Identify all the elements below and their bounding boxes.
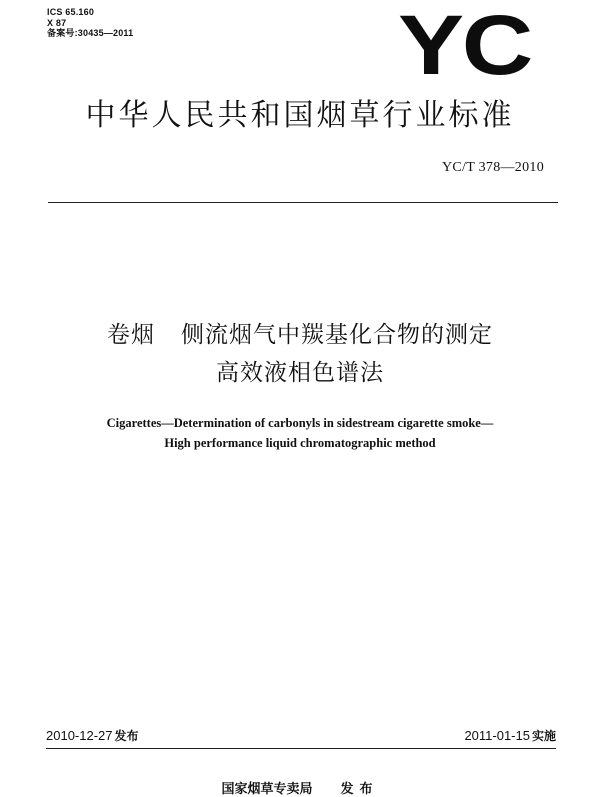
implement-label: 实施 <box>531 729 556 743</box>
record-number: 备案号:30435—2011 <box>47 28 134 38</box>
yc-logo: YC <box>398 0 531 92</box>
issuer-name: 国家烟草专卖局 <box>221 782 313 797</box>
classification-block <box>47 7 133 39</box>
chinese-title-main: 侧流烟气中羰基化合物的测定 <box>181 322 493 348</box>
header-divider <box>48 202 558 203</box>
chinese-title-subject: 卷烟 <box>107 322 155 348</box>
issue-date: 2010-12-27 <box>46 728 113 743</box>
english-title-line-1: Cigarettes—Determination of carbonyls in sidestream cigarette smoke— <box>106 416 494 430</box>
standard-code: YC/T 378—2010 <box>441 160 544 175</box>
english-title <box>0 413 600 453</box>
footer-divider <box>46 748 556 749</box>
ics-code: ICS 65.160 <box>47 7 95 17</box>
chinese-title-line-1 <box>0 320 600 350</box>
chinese-title-line-2: 高效液相色谱法 <box>216 360 384 386</box>
english-title-line-2: High performance liquid chromatographic method <box>164 436 436 450</box>
category-code: X 87 <box>47 17 67 28</box>
issue-label: 发布 <box>114 729 139 743</box>
standard-type-heading: 中华人民共和国烟草行业标准 <box>85 98 515 133</box>
issuer-action: 发布 <box>340 782 379 797</box>
issuer-line <box>0 778 600 797</box>
issue-date-block <box>46 727 139 744</box>
implement-date-block <box>464 727 556 744</box>
implement-date: 2011-01-15 <box>464 728 530 743</box>
